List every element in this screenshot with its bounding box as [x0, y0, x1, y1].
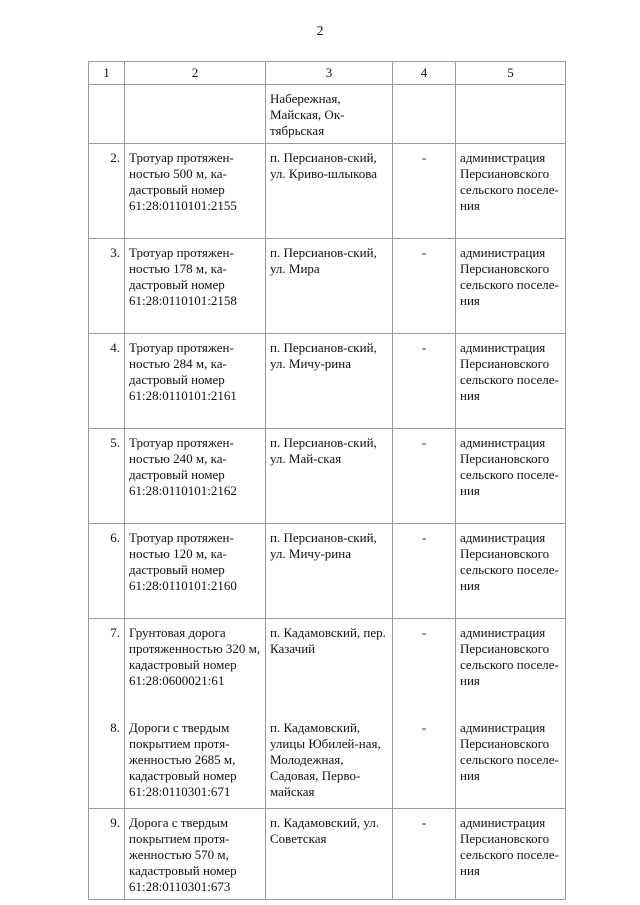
row-number: 6. [89, 524, 125, 619]
location-cell: п. Персианов-ский, ул. Мира [266, 239, 393, 334]
encumbrance-cell: - [393, 429, 456, 524]
column-header-1: 1 [89, 62, 125, 85]
object-cell: Грунтовая дорога протяженностью 320 м, кадастровый номер 61:28:0600021:61 [125, 619, 266, 714]
object-cell: Дорога с твердым покрытием протя-женностью 570 м, кадастровый номер 61:28:0110301:673 [125, 809, 266, 900]
holder-cell: администрация Персиановского сельского поселе-ния [456, 429, 566, 524]
encumbrance-cell: - [393, 239, 456, 334]
location-cell: п. Кадамовский, улицы Юбилей-ная, Молодежная, Садовая, Перво-майская [266, 714, 393, 809]
holder-cell: администрация Персиановского сельского поселе-ния [456, 714, 566, 809]
holder-cell: администрация Персиановского сельского поселе-ния [456, 239, 566, 334]
table-row [89, 714, 566, 809]
object-cell: Тротуар протяжен-ностью 284 м, ка-дастровый номер 61:28:0110101:2161 [125, 334, 266, 429]
table-row [89, 809, 566, 900]
object-cell: Тротуар протяжен-ностью 240 м, ка-дастровый номер 61:28:0110101:2162 [125, 429, 266, 524]
table-row [89, 619, 566, 714]
object-cell: Дороги с твердым покрытием протя-женностью 2685 м, кадастровый номер 61:28:0110301:671 [125, 714, 266, 809]
table-row [89, 524, 566, 619]
location-cell: Набережная, Майская, Ок-тябрьская [266, 85, 393, 144]
page-number: 2 [316, 24, 324, 39]
location-cell: п. Персианов-ский, ул. Мичу-рина [266, 524, 393, 619]
table-row [89, 239, 566, 334]
holder-cell: администрация Персиановского сельского поселе-ния [456, 144, 566, 239]
encumbrance-cell: - [393, 334, 456, 429]
continuation-row [89, 85, 566, 144]
object-cell: Тротуар протяжен-ностью 178 м, ка-дастровый номер 61:28:0110101:2158 [125, 239, 266, 334]
location-cell: п. Персианов-ский, ул. Май-ская [266, 429, 393, 524]
location-cell: п. Персианов-ский, ул. Криво-шлыкова [266, 144, 393, 239]
row-number: 9. [89, 809, 125, 900]
row-number: 2. [89, 144, 125, 239]
column-header-2: 2 [125, 62, 266, 85]
column-header-3: 3 [266, 62, 393, 85]
holder-cell: администрация Персиановского сельского поселе-ния [456, 334, 566, 429]
table-header-row [89, 62, 566, 85]
row-number: 4. [89, 334, 125, 429]
object-cell: Тротуар протяжен-ностью 500 м, ка-дастровый номер 61:28:0110101:2155 [125, 144, 266, 239]
table-row [89, 144, 566, 239]
encumbrance-cell: - [393, 144, 456, 239]
row-number: 3. [89, 239, 125, 334]
object-cell: Тротуар протяжен-ностью 120 м, ка-дастровый номер 61:28:0110101:2160 [125, 524, 266, 619]
encumbrance-cell: - [393, 714, 456, 809]
location-cell: п. Персианов-ский, ул. Мичу-рина [266, 334, 393, 429]
location-cell: п. Кадамовский, пер. Казачий [266, 619, 393, 714]
encumbrance-cell: - [393, 524, 456, 619]
row-number: 8. [89, 714, 125, 809]
holder-cell: администрация Персиановского сельского поселе-ния [456, 619, 566, 714]
property-registry-table [88, 61, 566, 900]
table-row [89, 429, 566, 524]
encumbrance-cell: - [393, 809, 456, 900]
holder-cell: администрация Персиановского сельского поселе-ния [456, 524, 566, 619]
column-header-4: 4 [393, 62, 456, 85]
table-row [89, 334, 566, 429]
column-header-5: 5 [456, 62, 566, 85]
row-number: 5. [89, 429, 125, 524]
encumbrance-cell: - [393, 619, 456, 714]
holder-cell: администрация Персиановского сельского поселе-ния [456, 809, 566, 900]
row-number: 7. [89, 619, 125, 714]
location-cell: п. Кадамовский, ул. Советская [266, 809, 393, 900]
